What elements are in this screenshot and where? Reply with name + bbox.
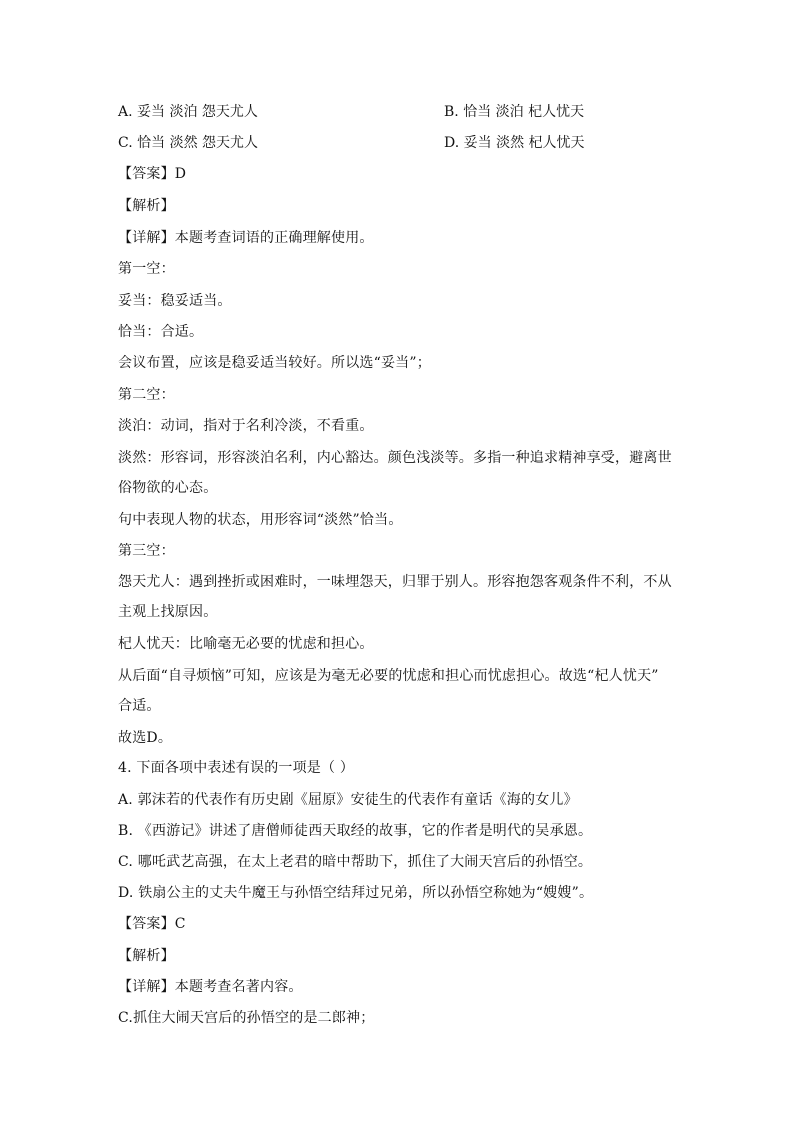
q4-detail-line: 【详解】本题考查名著内容。 (118, 979, 303, 995)
q3-detail-line: 杞人忧天：比喻毫无必要的忧虑和担心。 (118, 636, 374, 652)
q3-detail-line: 合适。 (118, 698, 161, 714)
q4-option-b: B. 《西游记》讲述了唐僧师徒西天取经的故事，它的作者是明代的吴承恩。 (118, 823, 593, 839)
q3-detail-line: 俗物欲的心态。 (118, 480, 218, 496)
q3-detail-line: 主观上找原因。 (118, 604, 218, 620)
q3-detail-line: 淡然：形容词，形容淡泊名利，内心豁达。颜色浅淡等。多指一种追求精神享受，避离世 (118, 450, 672, 466)
q3-options-row-2 (118, 131, 678, 155)
q3-detail-line: 第一空： (118, 261, 175, 277)
q3-detail-line: 句中表现人物的状态，用形容词“淡然”恰当。 (118, 512, 403, 528)
q3-detail-line: 从后面“自寻烦恼”可知，应该是为毫无必要的忧虑和担心而忧虑担心。故选“杞人忧天” (118, 668, 659, 684)
q3-answer: 【答案】D (118, 166, 187, 182)
q3-detail-line: 第三空： (118, 543, 175, 559)
q4-detail-line: C.抓住大闹天宫后的孙悟空的是二郎神； (118, 1010, 375, 1026)
q4-answer: 【答案】C (118, 916, 186, 932)
q3-detail-line: 第二空： (118, 387, 175, 403)
q3-detail-line: 淡泊：动词，指对于名利冷淡，不看重。 (118, 418, 374, 434)
q3-option-b: B. 恰当 淡泊 杞人忧天 (444, 104, 585, 120)
q3-analysis-label: 【解析】 (118, 198, 175, 214)
q3-detail-line: 妥当：稳妥适当。 (118, 293, 232, 309)
q4-option-a: A. 郭沫若的代表作有历史剧《屈原》安徒生的代表作有童话《海的女儿》 (118, 792, 578, 808)
q4-option-d: D. 铁扇公主的丈夫牛魔王与孙悟空结拜过兄弟，所以孙悟空称她为“嫂嫂”。 (118, 885, 594, 901)
q3-option-a: A. 妥当 淡泊 怨天尤人 (118, 104, 258, 120)
q3-option-d: D. 妥当 淡然 杞人忧天 (444, 135, 585, 151)
q3-detail-line: 会议布置，应该是稳妥适当较好。所以选“妥当”； (118, 355, 431, 371)
q4-option-c: C. 哪吒武艺高强，在太上老君的暗中帮助下，抓住了大闹天宫后的孙悟空。 (118, 854, 593, 870)
q4-analysis-label: 【解析】 (118, 948, 175, 964)
q4-stem: 4. 下面各项中表述有误的一项是（ ） (118, 760, 355, 776)
q3-options-row-1 (118, 100, 678, 124)
q3-detail-line: 故选D。 (118, 730, 173, 746)
q3-option-c: C. 恰当 淡然 怨天尤人 (118, 135, 259, 151)
q3-detail-line: 恰当：合适。 (118, 324, 204, 340)
q3-detail-line: 【详解】本题考查词语的正确理解使用。 (118, 230, 374, 246)
q3-detail-line: 怨天尤人：遇到挫折或困难时，一味埋怨天，归罪于别人。形容抱怨客观条件不利，不从 (118, 574, 672, 590)
